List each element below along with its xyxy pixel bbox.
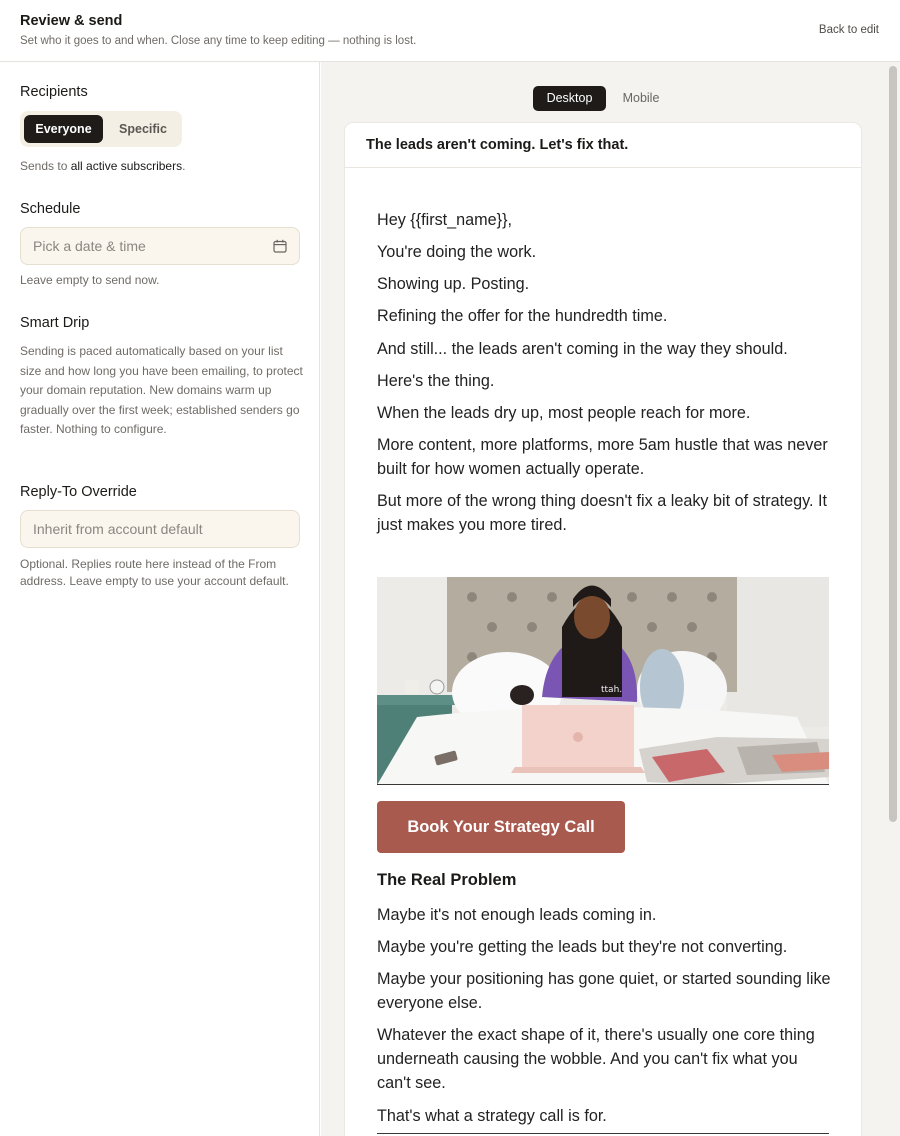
calendar-icon[interactable]: [273, 239, 287, 253]
email-subject: The leads aren't coming. Let's fix that.: [366, 137, 629, 153]
schedule-input[interactable]: [21, 228, 299, 264]
smart-drip-description: Sending is paced automatically based on your list size and how long you have been emailing, to protect your domain reputation. New domains warm up gradually over the first week; established senders go faster. Nothing to configure.: [20, 344, 303, 436]
recipients-segmented-control: [20, 111, 182, 147]
preview-scrollbar-track[interactable]: [886, 62, 900, 1136]
email-paragraph: When the leads dry up, most people reach for more.: [377, 404, 751, 422]
modal-header: [0, 0, 900, 62]
email-paragraph: Hey {{first_name}},: [377, 211, 512, 229]
email-paragraph: More content, more platforms, more 5am hustle that was never built for how women actually operate.: [377, 436, 828, 478]
schedule-hint: Leave empty to send now.: [20, 273, 160, 287]
email-paragraph: Refining the offer for the hundredth time.: [377, 307, 668, 325]
email-paragraph: Maybe you're getting the leads but they're not converting.: [377, 938, 788, 956]
recipients-hint: Sends to all active subscribers.: [20, 159, 186, 173]
email-paragraph: Maybe it's not enough leads coming in.: [377, 906, 657, 924]
email-subject-bar: [345, 123, 861, 168]
hero-shirt-text: ttah.: [601, 685, 623, 695]
section-heading: The Real Problem: [377, 871, 517, 889]
schedule-title: Schedule: [20, 201, 81, 217]
email-paragraph: Showing up. Posting.: [377, 275, 530, 293]
modal-subtitle: Set who it goes to and when. Close any time to keep editing — nothing is lost.: [20, 35, 417, 47]
hero-image: [377, 577, 829, 785]
email-paragraph: But more of the wrong thing doesn't fix a leaky bit of strategy. It just makes you more tired.: [377, 492, 827, 534]
reply-to-title: Reply-To Override: [20, 484, 137, 500]
reply-to-hint: Optional. Replies route here instead of the From address. Leave empty to use your account default.: [20, 557, 289, 588]
email-paragraph: Whatever the exact shape of it, there's usually one core thing underneath causing the wobble. And you can't fix what you can't see.: [377, 1026, 815, 1092]
recipients-everyone-button[interactable]: Everyone: [24, 115, 103, 143]
desktop-preview-toggle[interactable]: Desktop: [533, 86, 606, 111]
preview-scrollbar-thumb[interactable]: [889, 66, 897, 822]
email-paragraph: Maybe your positioning has gone quiet, or started sounding like everyone else.: [377, 970, 831, 1012]
hero-illustration: [377, 577, 829, 785]
recipients-specific-button[interactable]: Specific: [119, 122, 167, 136]
email-preview-card: [345, 123, 861, 1136]
smart-drip-title: Smart Drip: [20, 315, 90, 331]
settings-panel: [0, 62, 320, 1136]
book-strategy-call-button[interactable]: Book Your Strategy Call: [377, 801, 625, 853]
email-divider: [377, 1133, 829, 1134]
mobile-preview-toggle[interactable]: Mobile: [622, 91, 660, 105]
email-preview-area: [321, 62, 900, 1136]
schedule-field[interactable]: [20, 227, 300, 265]
email-paragraph: Here's the thing.: [377, 372, 495, 390]
email-paragraph: That's what a strategy call is for.: [377, 1107, 607, 1125]
modal-title: Review & send: [20, 13, 123, 29]
back-to-edit-link[interactable]: Back to edit: [818, 24, 879, 36]
reply-to-input[interactable]: [21, 511, 299, 547]
recipients-hint-strong: all active subscribers: [70, 159, 183, 173]
email-paragraph: And still... the leads aren't coming in the way they should.: [377, 340, 788, 358]
email-paragraph: You're doing the work.: [377, 243, 537, 261]
reply-to-field[interactable]: [20, 510, 300, 548]
recipients-title: Recipients: [20, 84, 88, 100]
